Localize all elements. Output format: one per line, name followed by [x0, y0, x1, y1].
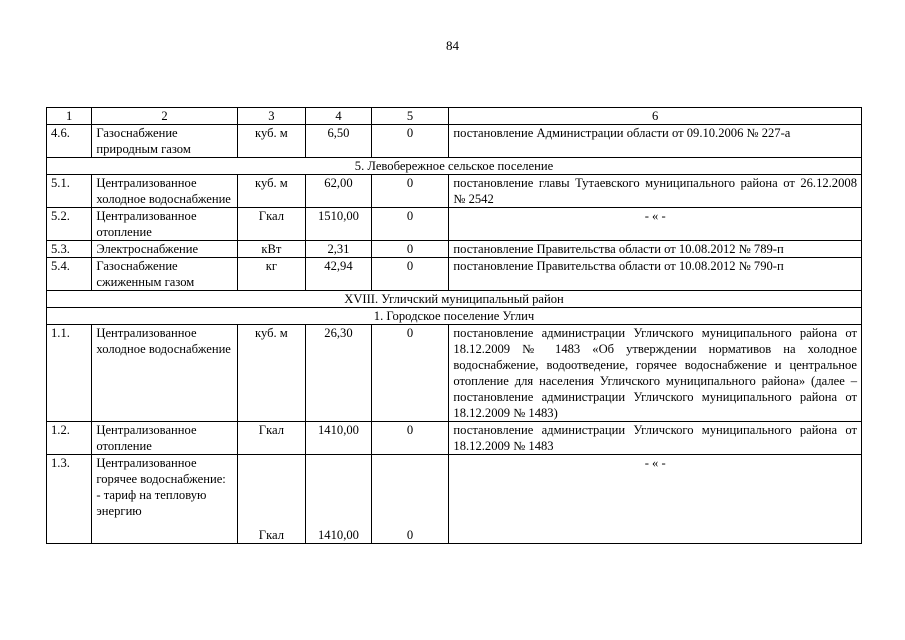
- unit: Гкал: [237, 422, 306, 455]
- unit: куб. м: [237, 125, 306, 158]
- section-row: [47, 308, 862, 325]
- unit: куб. м: [237, 175, 306, 208]
- unit: кг: [237, 258, 306, 291]
- table-row: [47, 208, 862, 241]
- table-row: [47, 125, 862, 158]
- unit: кВт: [237, 241, 306, 258]
- header-cell: 6: [449, 108, 862, 125]
- column-5-value: 0: [371, 125, 449, 158]
- table-row: [47, 241, 862, 258]
- legal-document: постановление Правительства области от 10.08.2012 № 789-п: [449, 241, 862, 258]
- page-number: 84: [446, 38, 459, 53]
- column-5-value: 0: [371, 325, 449, 422]
- section-row: [47, 291, 862, 308]
- header-cell: 2: [92, 108, 237, 125]
- legal-document: - « -: [449, 208, 862, 241]
- row-number: 1.1.: [47, 325, 92, 422]
- column-5-value: 0: [371, 175, 449, 208]
- norm-value: 6,50: [306, 125, 372, 158]
- legal-document: - « -: [449, 455, 862, 544]
- district-title: XVIII. Угличский муниципальный район: [47, 291, 862, 308]
- row-number: 4.6.: [47, 125, 92, 158]
- norm-value: 62,00: [306, 175, 372, 208]
- header-cell: 4: [306, 108, 372, 125]
- unit: куб. м: [237, 325, 306, 422]
- table-row: [47, 325, 862, 422]
- unit: Гкал: [237, 208, 306, 241]
- header-cell: 1: [47, 108, 92, 125]
- row-number: 1.3.: [47, 455, 92, 544]
- header-cell: 5: [371, 108, 449, 125]
- row-number: 1.2.: [47, 422, 92, 455]
- table-row: [47, 258, 862, 291]
- service-name-sub: - тариф на тепловую энергию: [96, 488, 207, 518]
- service-name: [92, 455, 237, 544]
- legal-document: постановление администрации Угличского муниципального района от 18.12.2009 № 1483: [449, 422, 862, 455]
- row-number: 5.2.: [47, 208, 92, 241]
- legal-document: постановление Администрации области от 09.10.2006 № 227-а: [449, 125, 862, 158]
- service-name: Централизованное холодное водоснабжение: [92, 325, 237, 422]
- norm-value: 1510,00: [306, 208, 372, 241]
- service-name: Газоснабжение сжиженным газом: [92, 258, 237, 291]
- norm-value: 42,94: [306, 258, 372, 291]
- service-name: Газоснабжение природным газом: [92, 125, 237, 158]
- legal-document: постановление администрации Угличского муниципального района от 18.12.2009 № 1483 «Об утверждении нормативов на холодное водоснабжение, водоотведение, горячее водоснабжение и центральное отопление для населения Угличского муниципального района» (далее – постановление администрации Угличского муниципального района от 18.12.2009 № 1483): [449, 325, 862, 422]
- table-row: [47, 455, 862, 544]
- unit: Гкал: [237, 455, 306, 544]
- column-5-value: 0: [371, 422, 449, 455]
- service-name: Электроснабжение: [92, 241, 237, 258]
- norm-value: 2,31: [306, 241, 372, 258]
- section-title: 1. Городское поселение Углич: [47, 308, 862, 325]
- header-row: [47, 108, 862, 125]
- norm-value: 1410,00: [306, 422, 372, 455]
- column-5-value: 0: [371, 208, 449, 241]
- service-name-main: Централизованное горячее водоснабжение:: [96, 456, 226, 486]
- service-name: Централизованное отопление: [92, 208, 237, 241]
- section-title: 5. Левобережное сельское поселение: [47, 158, 862, 175]
- column-5-value: 0: [371, 455, 449, 544]
- norms-table: [46, 107, 862, 544]
- norm-value: 1410,00: [306, 455, 372, 544]
- row-number: 5.1.: [47, 175, 92, 208]
- section-row: [47, 158, 862, 175]
- row-number: 5.4.: [47, 258, 92, 291]
- legal-document: постановление Правительства области от 10.08.2012 № 790-п: [449, 258, 862, 291]
- service-name: Централизованное холодное водоснабжение: [92, 175, 237, 208]
- norm-value: 26,30: [306, 325, 372, 422]
- column-5-value: 0: [371, 258, 449, 291]
- legal-document: постановление главы Тутаевского муниципального района от 26.12.2008 № 2542: [449, 175, 862, 208]
- column-5-value: 0: [371, 241, 449, 258]
- header-cell: 3: [237, 108, 306, 125]
- table-row: [47, 422, 862, 455]
- row-number: 5.3.: [47, 241, 92, 258]
- service-name: Централизованное отопление: [92, 422, 237, 455]
- table-row: [47, 175, 862, 208]
